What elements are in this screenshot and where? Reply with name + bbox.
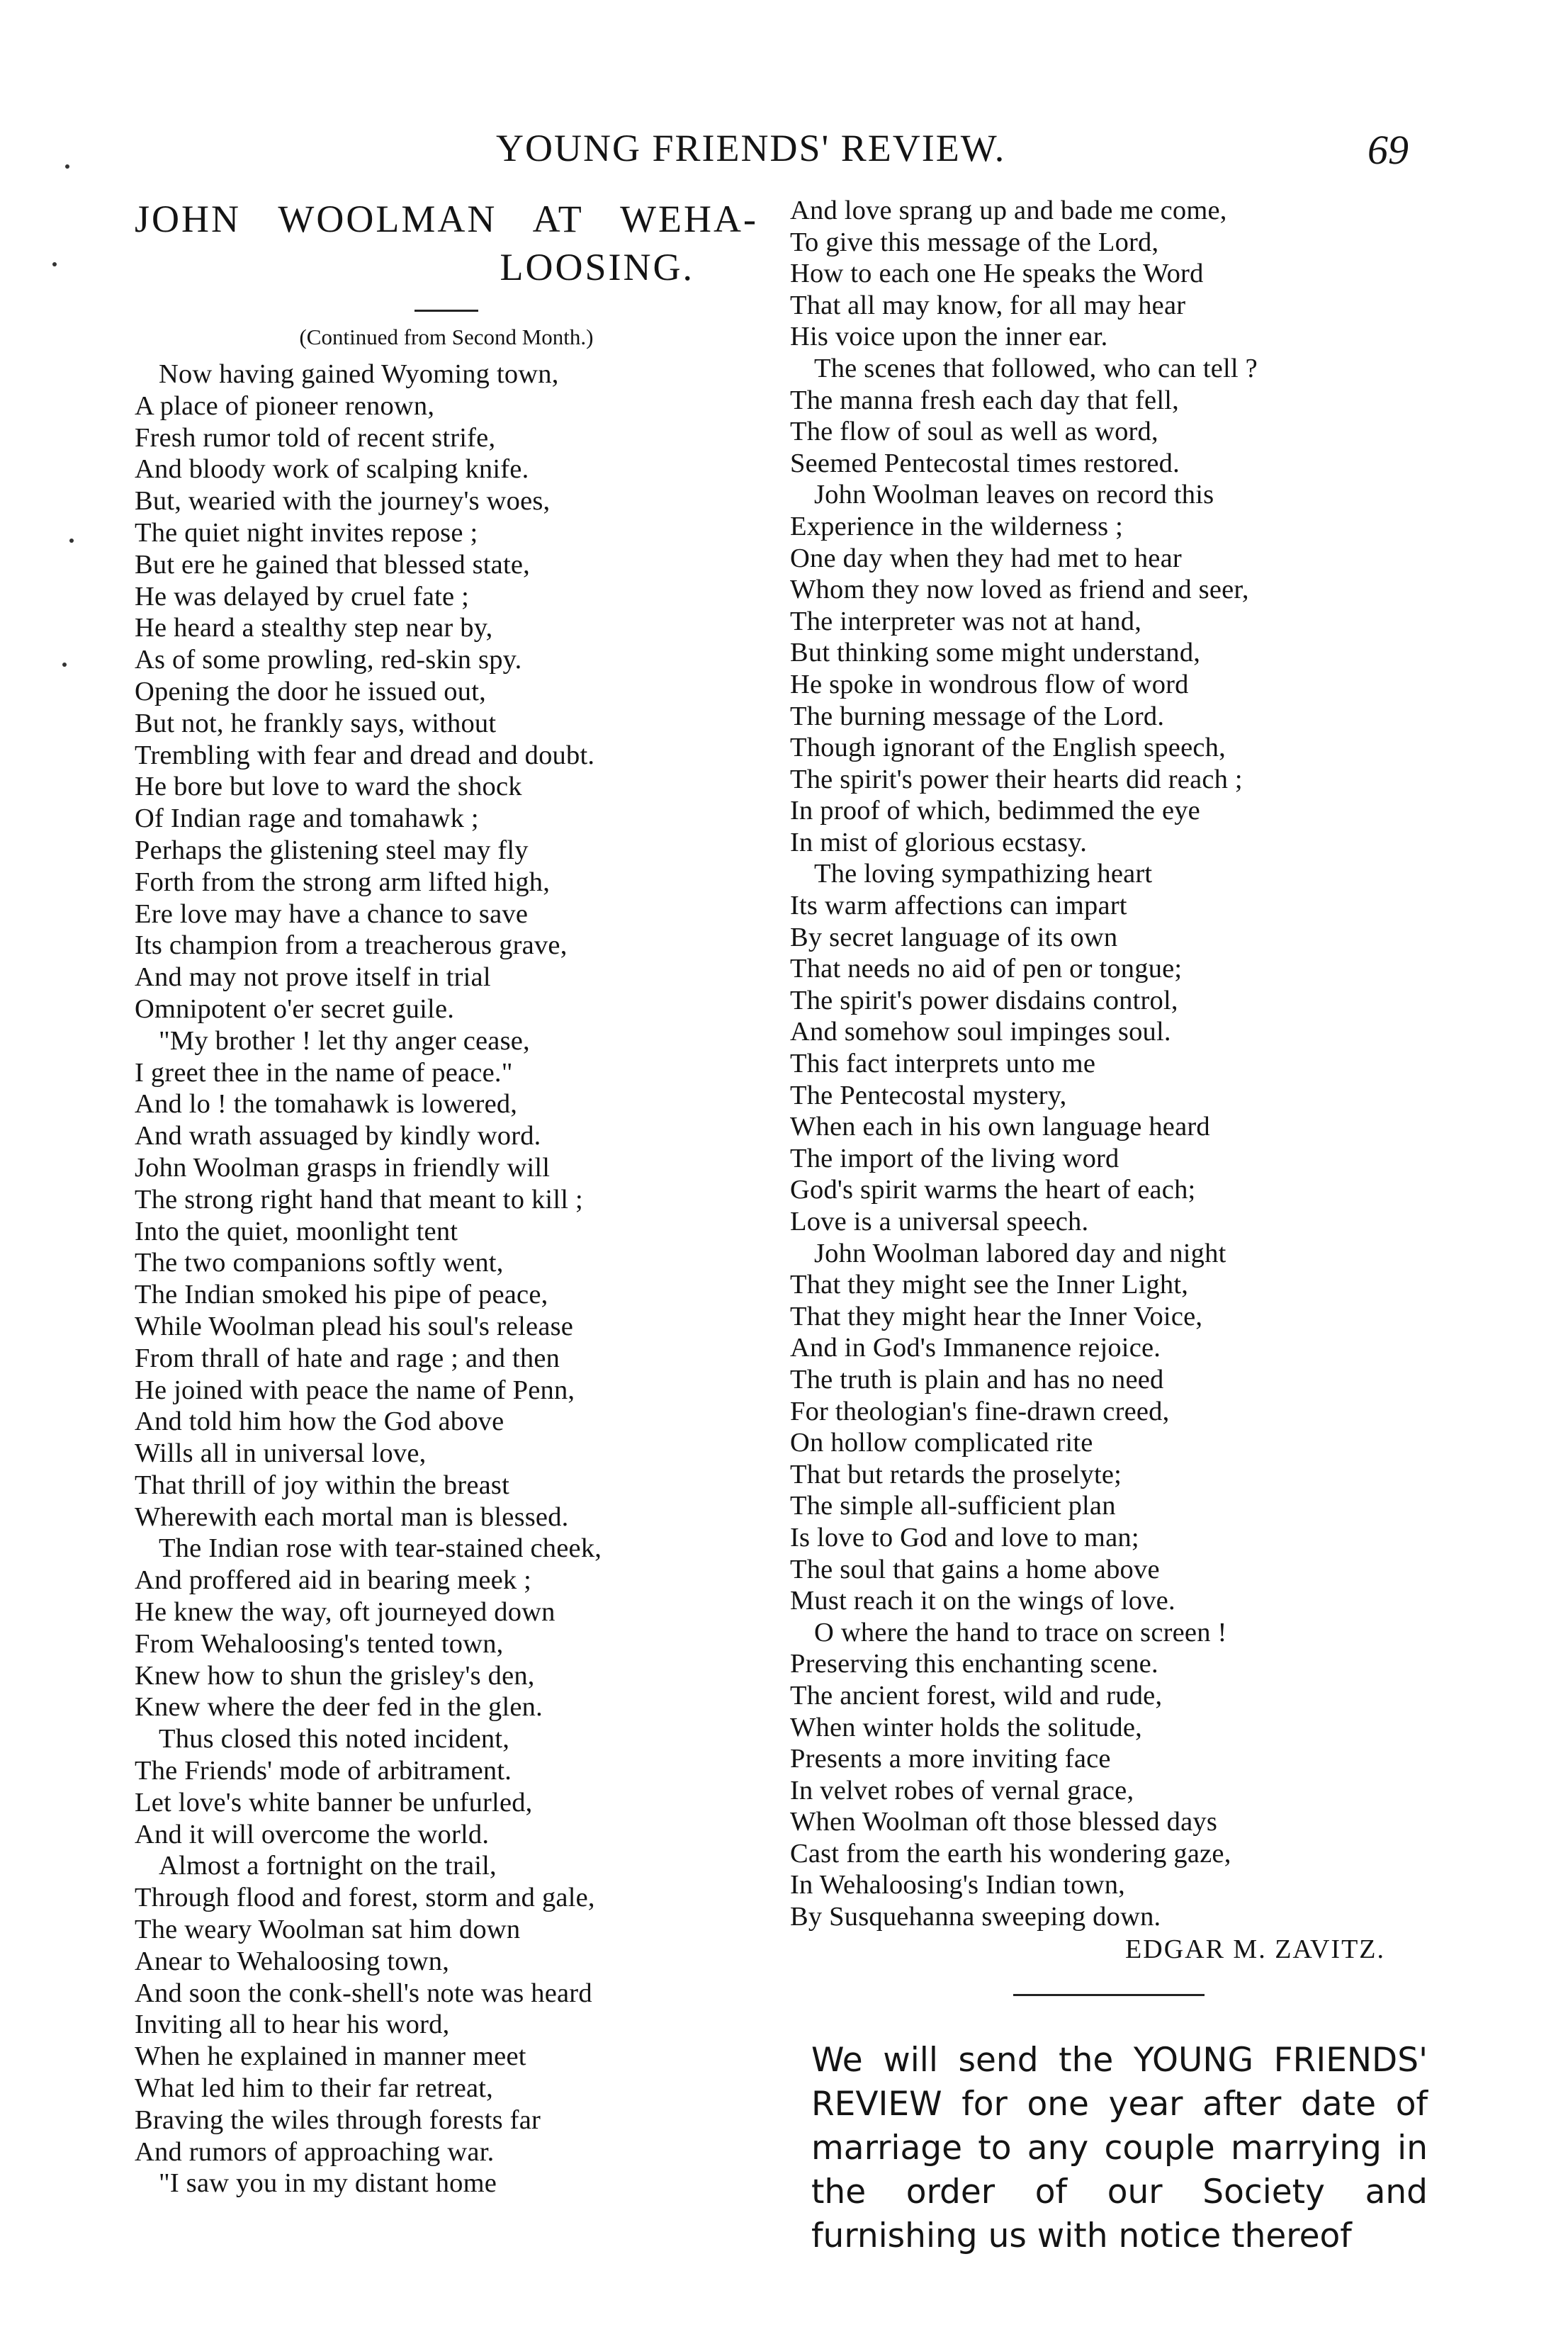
poem-line: As of some prowling, red-skin spy. (135, 645, 522, 675)
poem-line: And proffered aid in bearing meek ; (135, 1565, 532, 1596)
poem-line: The soul that gains a home above (790, 1554, 1160, 1584)
poem-line: When he explained in manner meet (135, 2041, 526, 2072)
poem-line: That they might see the Inner Light, (790, 1270, 1189, 1300)
poem-line: The interpreter was not at hand, (790, 606, 1142, 636)
continued-note: (Continued from Second Month.) (299, 325, 594, 349)
poem-line: But thinking some might understand, (790, 638, 1201, 668)
left-column (135, 195, 758, 2199)
poem-line: Knew where the deer fed in the glen. (135, 1692, 543, 1723)
poem-line: I greet thee in the name of peace." (135, 1057, 513, 1088)
poem-line: When each in his own language heard (790, 1112, 1210, 1142)
poem-line: The two companions softly went, (135, 1248, 504, 1278)
poem-line: Trembling with fear and dread and doubt. (135, 740, 595, 770)
poem-line: And it will overcome the world. (135, 1819, 490, 1849)
poem-line: John Woolman labored day and night (814, 1238, 1226, 1268)
poem-line: From Wehaloosing's tented town, (135, 1628, 504, 1659)
poem-line: "I saw you in my distant home (159, 2168, 497, 2199)
poem-line: When winter holds the solitude, (790, 1712, 1142, 1742)
poem-line: But ere he gained that blessed state, (135, 549, 530, 580)
author-signature: EDGAR M. ZAVITZ. (1125, 1934, 1385, 1964)
poem-line: In velvet robes of vernal grace, (790, 1775, 1134, 1805)
poem-line: Omnipotent o'er secret guile. (135, 993, 455, 1024)
poem-line: Forth from the strong arm lifted high, (135, 867, 551, 897)
poem-line: He spoke in wondrous flow of word (790, 669, 1189, 699)
poem-line: He bore but love to ward the shock (135, 772, 522, 802)
poem-line: His voice upon the inner ear. (790, 322, 1108, 352)
poem-title (135, 195, 758, 291)
poem-line: Is love to God and love to man; (790, 1522, 1139, 1553)
poem-line: Into the quiet, moonlight tent (135, 1216, 458, 1246)
poem-line: "My brother ! let thy anger cease, (159, 1025, 530, 1056)
poem-line: Presents a more inviting face (790, 1744, 1111, 1774)
poem-line: And told him how the God above (135, 1407, 504, 1437)
poem-line: The manna fresh each day that fell, (790, 385, 1179, 415)
poem-line: But, wearied with the journey's woes, (135, 486, 551, 517)
poem-line: Whom they now loved as friend and seer, (790, 575, 1249, 605)
page-number: 69 (1367, 127, 1409, 173)
poem-line: In mist of glorious ecstasy. (790, 827, 1088, 857)
poem-line: He was delayed by cruel fate ; (135, 581, 470, 612)
poem-line: The weary Woolman sat him down (135, 1915, 521, 1945)
poem-line: But not, he frankly says, without (135, 708, 497, 738)
poem-line: The spirit's power their hearts did reach ; (790, 764, 1243, 794)
poem-line: That they might hear the Inner Voice, (790, 1301, 1203, 1331)
poem-line: Wherewith each mortal man is blessed. (135, 1501, 569, 1532)
poem-line: Its warm affections can impart (790, 891, 1127, 921)
right-column (790, 195, 1428, 2258)
poem-line: In Wehaloosing's Indian town, (790, 1870, 1126, 1900)
poem-line: John Woolman leaves on record this (814, 480, 1214, 510)
poem-line: Inviting all to hear his word, (135, 2010, 450, 2040)
poem-line: When Woolman oft those blessed days (790, 1807, 1218, 1837)
poem-line: Ere love may have a chance to save (135, 898, 529, 929)
poem-line: The Friends' mode of arbitrament. (135, 1756, 512, 1786)
poem-line: Anear to Wehaloosing town, (135, 1946, 450, 1976)
poem-line: He joined with peace the name of Penn, (135, 1375, 575, 1405)
poem-line: The ancient forest, wild and rude, (790, 1680, 1163, 1711)
poem-line: The loving sympathizing heart (814, 859, 1153, 889)
title-rule (414, 310, 478, 312)
margin-speck (52, 262, 57, 266)
poem-line: He heard a stealthy step near by, (135, 613, 493, 643)
poem-line: John Woolman grasps in friendly will (135, 1152, 551, 1183)
notice-rule (1013, 1994, 1205, 1996)
poem-line: The import of the living word (790, 1143, 1119, 1173)
poem-line: From thrall of hate and rage ; and then (135, 1343, 560, 1373)
poem-line: Now having gained Wyoming town, (159, 359, 559, 389)
poem-line: Perhaps the glistening steel may fly (135, 835, 529, 865)
poem-line: This fact interprets unto me (790, 1049, 1096, 1079)
poem-line: The scenes that followed, who can tell ? (814, 353, 1258, 383)
margin-speck (62, 663, 67, 667)
poem-line: While Woolman plead his soul's release (135, 1311, 574, 1341)
poem-line: Through flood and forest, storm and gale, (135, 1883, 595, 1913)
poem-line: Thus closed this noted incident, (159, 1724, 510, 1754)
poem-line: And love sprang up and bade me come, (790, 196, 1227, 225)
poem-line: That thrill of joy within the breast (135, 1470, 509, 1500)
poem-line: The flow of soul as well as word, (790, 417, 1158, 447)
poem-line: The spirit's power disdains control, (790, 985, 1178, 1015)
poem-line: And soon the conk-shell's note was heard (135, 1978, 592, 2008)
poem-line: Seemed Pentecostal times restored. (790, 448, 1180, 478)
poem-line: That needs no aid of pen or tongue; (790, 954, 1183, 984)
poem-title-line2: LOOSING. (500, 246, 694, 288)
page-header (0, 126, 1568, 183)
poem-line: That but retards the proselyte; (790, 1459, 1122, 1489)
poem-line: Love is a universal speech. (790, 1207, 1089, 1236)
poem-line: On hollow complicated rite (790, 1428, 1093, 1458)
poem-line: The burning message of the Lord. (790, 701, 1165, 731)
poem-line: Preserving this enchanting scene. (790, 1649, 1158, 1679)
poem-line: To give this message of the Lord, (790, 227, 1159, 257)
poem-line: Of Indian rage and tomahawk ; (135, 804, 479, 834)
poem-line: Experience in the wilderness ; (790, 511, 1123, 541)
poem-line: The strong right hand that meant to kill ; (135, 1184, 583, 1215)
poem-line: What led him to their far retreat, (135, 2073, 494, 2104)
poem-line: And bloody work of scalping knife. (135, 454, 529, 485)
poem-line: Almost a fortnight on the trail, (159, 1851, 497, 1881)
subscription-notice: We will send the YOUNG FRIENDS' REVIEW for one year after date of marriage to any couple marrying in the order of our Society and furnishing us with notice thereof (811, 2040, 1428, 2255)
poem-line: O where the hand to trace on screen ! (814, 1617, 1227, 1647)
margin-speck (69, 539, 74, 543)
poem-line: The quiet night invites repose ; (135, 517, 478, 548)
poem-line: For theologian's fine-drawn creed, (790, 1396, 1170, 1426)
poem-line: By secret language of its own (790, 922, 1118, 952)
poem-line: And rumors of approaching war. (135, 2136, 495, 2167)
poem-line: He knew the way, oft journeyed down (135, 1597, 555, 1628)
poem-stanza-right (790, 195, 1428, 1933)
poem-line: Though ignorant of the English speech, (790, 733, 1226, 763)
poem-line: Its champion from a treacherous grave, (135, 930, 568, 961)
poem-line: The truth is plain and has no need (790, 1364, 1164, 1394)
running-head: YOUNG FRIENDS' REVIEW. (496, 127, 1006, 169)
poem-line: And lo ! the tomahawk is lowered, (135, 1089, 518, 1120)
poem-line: A place of pioneer renown, (135, 390, 435, 421)
poem-line: And may not prove itself in trial (135, 962, 491, 993)
poem-line: Let love's white banner be unfurled, (135, 1787, 533, 1818)
poem-line: The Indian smoked his pipe of peace, (135, 1280, 548, 1310)
poem-line: The Pentecostal mystery, (790, 1080, 1067, 1110)
margin-speck (65, 164, 69, 169)
poem-title-line1: JOHN WOOLMAN AT WEHA- (135, 198, 758, 240)
poem-line: Cast from the earth his wondering gaze, (790, 1838, 1231, 1869)
poem-line: The Indian rose with tear-stained cheek, (159, 1533, 602, 1564)
poem-line: Wills all in universal love, (135, 1438, 427, 1469)
poem-line: Opening the door he issued out, (135, 676, 486, 706)
poem-line: And in God's Immanence rejoice. (790, 1333, 1161, 1363)
poem-line: By Susquehanna sweeping down. (790, 1902, 1161, 1932)
poem-line: God's spirit warms the heart of each; (790, 1175, 1196, 1205)
poem-line: That all may know, for all may hear (790, 290, 1186, 320)
poem-line: Knew how to shun the grisley's den, (135, 1660, 535, 1691)
poem-line: And wrath assuaged by kindly word. (135, 1121, 541, 1151)
poem-stanza-left (135, 359, 758, 2199)
poem-line: One day when they had met to hear (790, 543, 1182, 573)
poem-line: Must reach it on the wings of love. (790, 1586, 1175, 1616)
poem-line: Braving the wiles through forests far (135, 2104, 541, 2135)
poem-line: Fresh rumor told of recent strife, (135, 422, 496, 453)
poem-line: The simple all-sufficient plan (790, 1491, 1116, 1521)
poem-line: And somehow soul impinges soul. (790, 1017, 1171, 1047)
poem-line: How to each one He speaks the Word (790, 259, 1204, 289)
poem-line: In proof of which, bedimmed the eye (790, 796, 1200, 826)
